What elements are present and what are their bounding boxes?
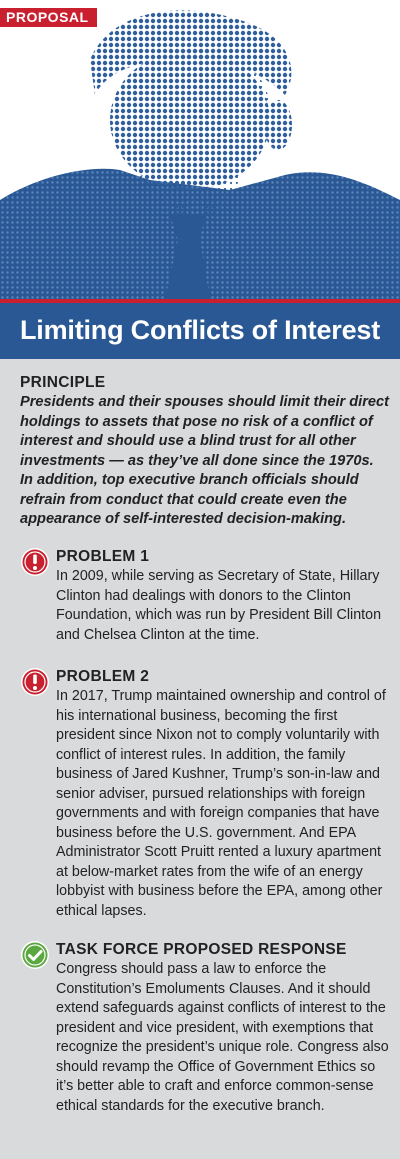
title-bar bbox=[0, 299, 400, 359]
problem-2-text: In 2017, Trump maintained ownership and control of his international business, becoming the first president since Nixon not to comply voluntarily with conflict of interest rules. In addition, the family business of Jared Kushner, Trump’s son-in-law and senior adviser, pursued relationships with foreign governments and with foreign companies that have business before the U.S. government. And EPA Administrator Scott Pruitt rented a luxury apartment at below-market rates from the wife of an energy lobbyist with business before the EPA, among other ethical lapses. bbox=[56, 688, 386, 919]
problem-1-heading: PROBLEM 1 bbox=[56, 548, 150, 565]
problem-1-text: In 2009, while serving as Secretary of State, Hillary Clinton had dealings with donors to the Clinton Foundation, which was run by President Bill Clinton and Chelsea Clinton at the time. bbox=[56, 568, 382, 643]
principle-section bbox=[20, 373, 390, 530]
principle-heading: PRINCIPLE bbox=[20, 374, 106, 391]
page-title: Limiting Conflicts of Interest bbox=[20, 315, 381, 345]
check-circle-icon bbox=[20, 940, 50, 970]
halftone-portrait bbox=[0, 0, 400, 299]
proposal-tag: PROPOSAL bbox=[0, 8, 97, 27]
response-text: Congress should pass a law to enforce the Constitution’s Emoluments Clauses. And it should extend safeguards against conflicts of interest to the president and vice president, with exemptions that recognize the president’s unique role. Congress also should revamp the Office of Government Ethics so it’s better able to craft and enforce common-sense ethical standards for the executive branch. bbox=[56, 961, 389, 1114]
content-panel bbox=[0, 359, 400, 1159]
hero-image bbox=[0, 0, 400, 299]
exclamation-circle-icon bbox=[20, 667, 50, 697]
principle-text: Presidents and their spouses should limit their direct holdings to assets that pose no risk of a conflict of interest and should use a blind trust for all other investments — as they’ve all done since the 1970s. In addition, top executive branch officials should refrain from conduct that could create even the appearance of self-interested decision-making. bbox=[20, 394, 389, 527]
exclamation-circle-icon bbox=[20, 547, 50, 577]
problem-2-heading: PROBLEM 2 bbox=[56, 668, 150, 685]
response-heading: TASK FORCE PROPOSED RESPONSE bbox=[56, 941, 347, 958]
